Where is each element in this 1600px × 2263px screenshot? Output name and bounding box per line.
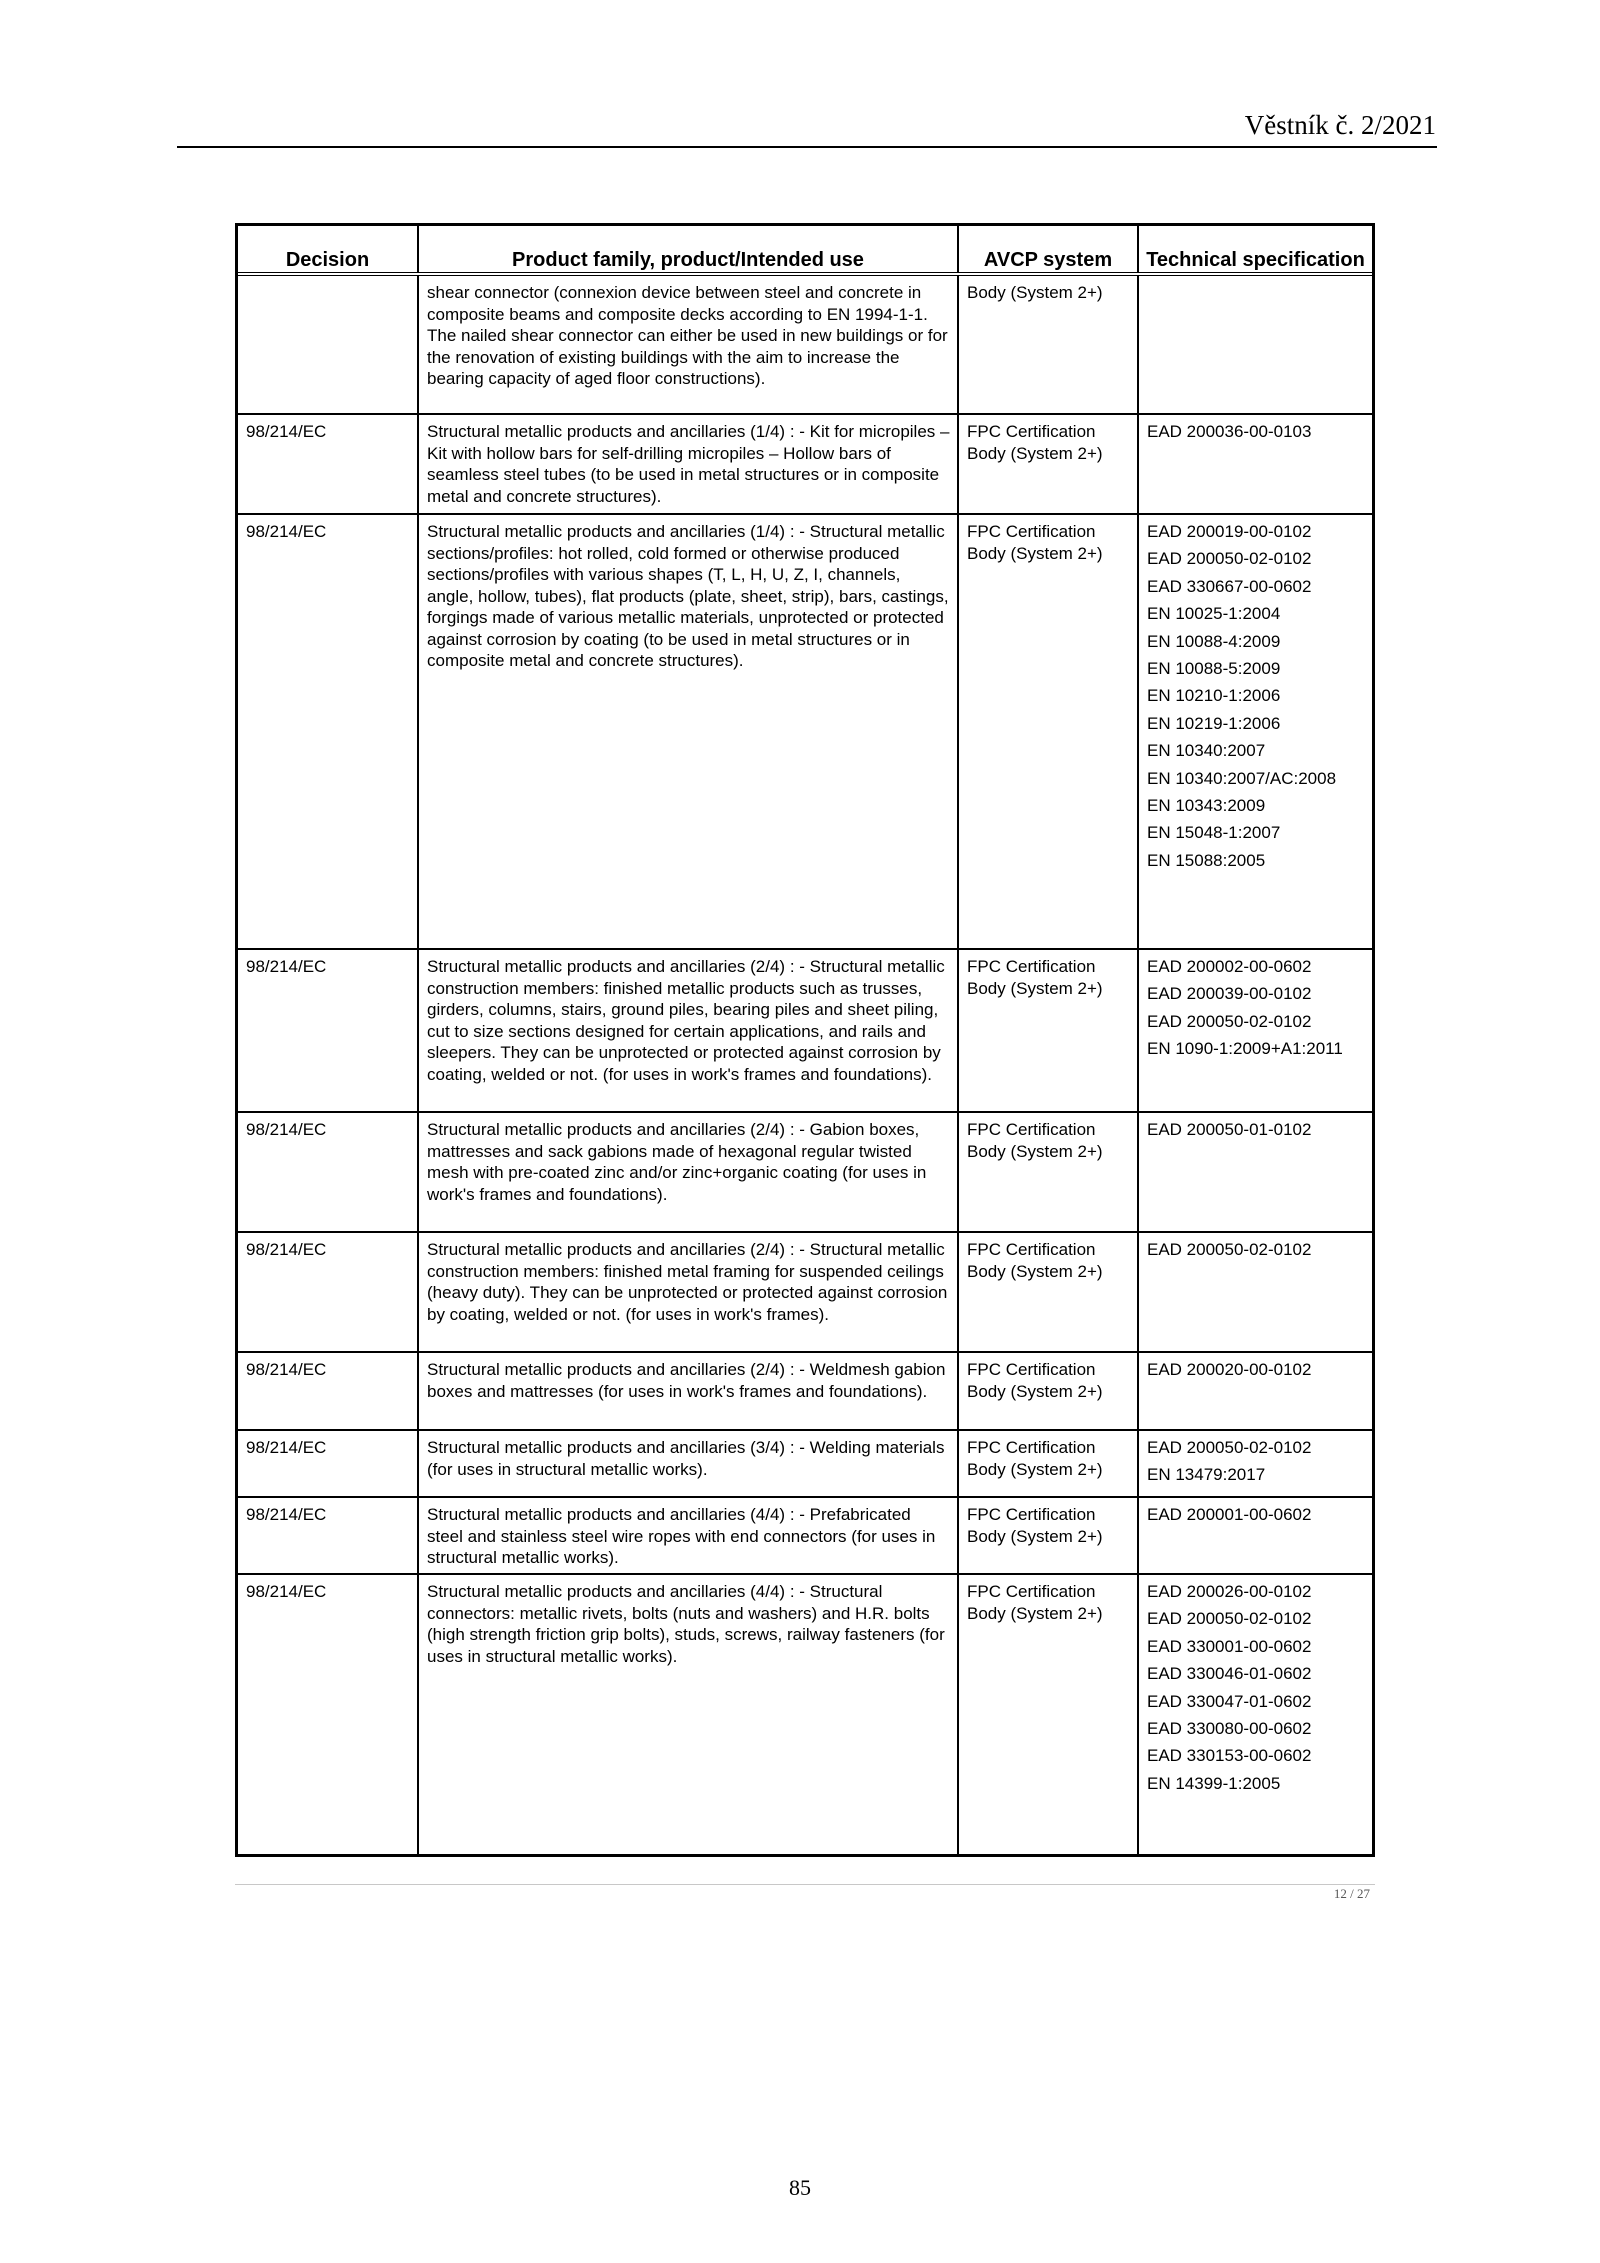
decision-cell: 98/214/EC xyxy=(238,1497,418,1574)
specification-item: EAD 200050-02-0102 xyxy=(1147,1011,1312,1031)
avcp-cell: Body (System 2+) xyxy=(958,274,1138,414)
product-cell: Structural metallic products and ancillaries (1/4) : - Kit for micropiles – Kit with hollow bars for self-drilling micropiles – Hollow bars of seamless steel tubes (to be used in metal structures or in composite metal and concrete structures). xyxy=(418,414,958,514)
column-header-specification: Technical specification xyxy=(1138,226,1372,274)
specification-item: EAD 200050-02-0102 xyxy=(1147,1609,1312,1629)
table-row xyxy=(238,1232,1372,1352)
column-header-avcp: AVCP system xyxy=(958,226,1138,274)
specification-item: EAD 200050-02-0102 xyxy=(1147,549,1312,569)
specification-cell xyxy=(1138,414,1372,514)
specification-item: EN 10343:2009 xyxy=(1147,796,1266,816)
specification-item: EAD 330047-01-0602 xyxy=(1147,1691,1312,1711)
specification-item: EAD 200001-00-0602 xyxy=(1147,1505,1312,1524)
table-body xyxy=(238,274,1372,1854)
specification-item: EAD 200019-00-0102 xyxy=(1147,522,1312,541)
decision-cell: 98/214/EC xyxy=(238,414,418,514)
specification-item: EAD 200050-02-0102 xyxy=(1147,1240,1312,1259)
specification-item: EAD 200039-00-0102 xyxy=(1147,984,1312,1004)
specification-item: EAD 330667-00-0602 xyxy=(1147,576,1312,596)
specification-cell xyxy=(1138,1352,1372,1430)
specification-cell xyxy=(1138,274,1372,414)
table-header-row xyxy=(238,226,1372,274)
avcp-cell: FPC Certification Body (System 2+) xyxy=(958,514,1138,949)
specification-cell xyxy=(1138,1112,1372,1232)
avcp-cell: FPC Certification Body (System 2+) xyxy=(958,1430,1138,1497)
avcp-cell: FPC Certification Body (System 2+) xyxy=(958,1497,1138,1574)
specification-item: EAD 200020-00-0102 xyxy=(1147,1360,1312,1379)
header-divider xyxy=(177,146,1437,148)
column-header-decision: Decision xyxy=(238,226,418,274)
decision-cell: 98/214/EC xyxy=(238,1112,418,1232)
table-row xyxy=(238,1497,1372,1574)
product-cell: Structural metallic products and ancillaries (4/4) : - Prefabricated steel and stainless steel wire ropes with end connectors (for uses in structural metallic works). xyxy=(418,1497,958,1574)
specification-item: EAD 330001-00-0602 xyxy=(1147,1636,1312,1656)
avcp-cell: FPC Certification Body (System 2+) xyxy=(958,1232,1138,1352)
specification-item: EN 15088:2005 xyxy=(1147,850,1266,870)
decision-cell: 98/214/EC xyxy=(238,514,418,949)
specification-cell xyxy=(1138,514,1372,949)
avcp-cell: FPC Certification Body (System 2+) xyxy=(958,1112,1138,1232)
avcp-cell: FPC Certification Body (System 2+) xyxy=(958,1352,1138,1430)
table-row xyxy=(238,514,1372,949)
specification-item: EN 10340:2007/AC:2008 xyxy=(1147,768,1337,788)
table-row xyxy=(238,1352,1372,1430)
decision-cell: 98/214/EC xyxy=(238,1430,418,1497)
product-cell: Structural metallic products and ancillaries (2/4) : - Structural metallic construction members: finished metallic products such as trusses, girders, columns, stairs, ground piles, bearing piles and sheet piling, cut to size sections designed for certain applications, and rails and sleepers. They can be unprotected or protected against corrosion by coating, welded or not. (for uses in work's frames and foundations). xyxy=(418,949,958,1112)
product-cell: Structural metallic products and ancillaries (3/4) : - Welding materials (for uses in structural metallic works). xyxy=(418,1430,958,1497)
decision-cell xyxy=(238,274,418,414)
decision-cell: 98/214/EC xyxy=(238,1574,418,1854)
specification-item: EN 10210-1:2006 xyxy=(1147,686,1281,706)
specification-item: EAD 200002-00-0602 xyxy=(1147,957,1312,976)
specification-item: EN 10088-4:2009 xyxy=(1147,631,1281,651)
table-row xyxy=(238,414,1372,514)
decision-cell: 98/214/EC xyxy=(238,949,418,1112)
specification-item: EN 15048-1:2007 xyxy=(1147,823,1281,843)
specification-item: EN 10219-1:2006 xyxy=(1147,713,1281,733)
table-row xyxy=(238,1574,1372,1854)
specification-item: EN 10088-5:2009 xyxy=(1147,659,1281,679)
table-row xyxy=(238,274,1372,414)
avcp-cell: FPC Certification Body (System 2+) xyxy=(958,1574,1138,1854)
specification-item: EN 10025-1:2004 xyxy=(1147,604,1281,624)
specification-item: EAD 330046-01-0602 xyxy=(1147,1664,1312,1684)
specification-item: EAD 200050-02-0102 xyxy=(1147,1438,1312,1457)
specification-item: EN 14399-1:2005 xyxy=(1147,1773,1281,1793)
table-row xyxy=(238,1430,1372,1497)
column-header-product: Product family, product/Intended use xyxy=(418,226,958,274)
product-cell: Structural metallic products and ancillaries (2/4) : - Weldmesh gabion boxes and mattresses (for uses in work's frames and foundations). xyxy=(418,1352,958,1430)
specification-cell xyxy=(1138,1232,1372,1352)
decision-cell: 98/214/EC xyxy=(238,1232,418,1352)
product-cell: shear connector (connexion device between steel and concrete in composite beams and composite decks according to EN 1994-1-1. The nailed shear connector can either be used in new buildings or for the renovation of existing buildings with the aim to increase the bearing capacity of aged floor constructions). xyxy=(418,274,958,414)
specification-item: EAD 200026-00-0102 xyxy=(1147,1582,1312,1601)
table-row xyxy=(238,1112,1372,1232)
specification-table xyxy=(235,223,1375,1857)
specification-cell xyxy=(1138,1574,1372,1854)
page-reference: 12 / 27 xyxy=(1333,1886,1370,1901)
specification-item: EN 1090-1:2009+A1:2011 xyxy=(1147,1039,1343,1059)
decision-cell: 98/214/EC xyxy=(238,1352,418,1430)
specification-cell xyxy=(1138,1430,1372,1497)
product-cell: Structural metallic products and ancillaries (1/4) : - Structural metallic sections/profiles: hot rolled, cold formed or otherwise produced sections/profiles with various shapes (T, L, H, U, Z, I, channels, angle, hollow, tubes), flat products (plate, sheet, strip), bars, castings, forgings made of various metallic materials, unprotected or protected against corrosion by coating (to be used in metal structures or in composite metal and concrete structures). xyxy=(418,514,958,949)
footer-divider xyxy=(235,1884,1375,1885)
journal-title: Věstník č. 2/2021 xyxy=(1244,110,1436,140)
specification-item: EAD 200036-00-0103 xyxy=(1147,422,1312,441)
avcp-cell: FPC Certification Body (System 2+) xyxy=(958,414,1138,514)
specification-item: EAD 330153-00-0602 xyxy=(1147,1746,1312,1766)
specification-item: EN 13479:2017 xyxy=(1147,1465,1266,1485)
specification-item: EN 10340:2007 xyxy=(1147,741,1266,761)
specification-item: EAD 200050-01-0102 xyxy=(1147,1120,1312,1139)
specification-item: EAD 330080-00-0602 xyxy=(1147,1719,1312,1739)
avcp-cell: FPC Certification Body (System 2+) xyxy=(958,949,1138,1112)
table-row xyxy=(238,949,1372,1112)
product-cell: Structural metallic products and ancillaries (2/4) : - Gabion boxes, mattresses and sack gabions made of hexagonal regular twisted mesh with pre-coated zinc and/or zinc+organic coating (for uses in work's frames and foundations). xyxy=(418,1112,958,1232)
specification-cell xyxy=(1138,1497,1372,1574)
specification-cell xyxy=(1138,949,1372,1112)
page-number: 85 xyxy=(789,2175,811,2200)
product-cell: Structural metallic products and ancillaries (4/4) : - Structural connectors: metallic rivets, bolts (nuts and washers) and H.R. bolts (high strength friction grip bolts), studs, screws, railway fasteners (for uses in structural metallic works). xyxy=(418,1574,958,1854)
product-cell: Structural metallic products and ancillaries (2/4) : - Structural metallic construction members: finished metal framing for suspended ceilings (heavy duty). They can be unprotected or protected against corrosion by coating, welded or not. (for uses in work's frames). xyxy=(418,1232,958,1352)
